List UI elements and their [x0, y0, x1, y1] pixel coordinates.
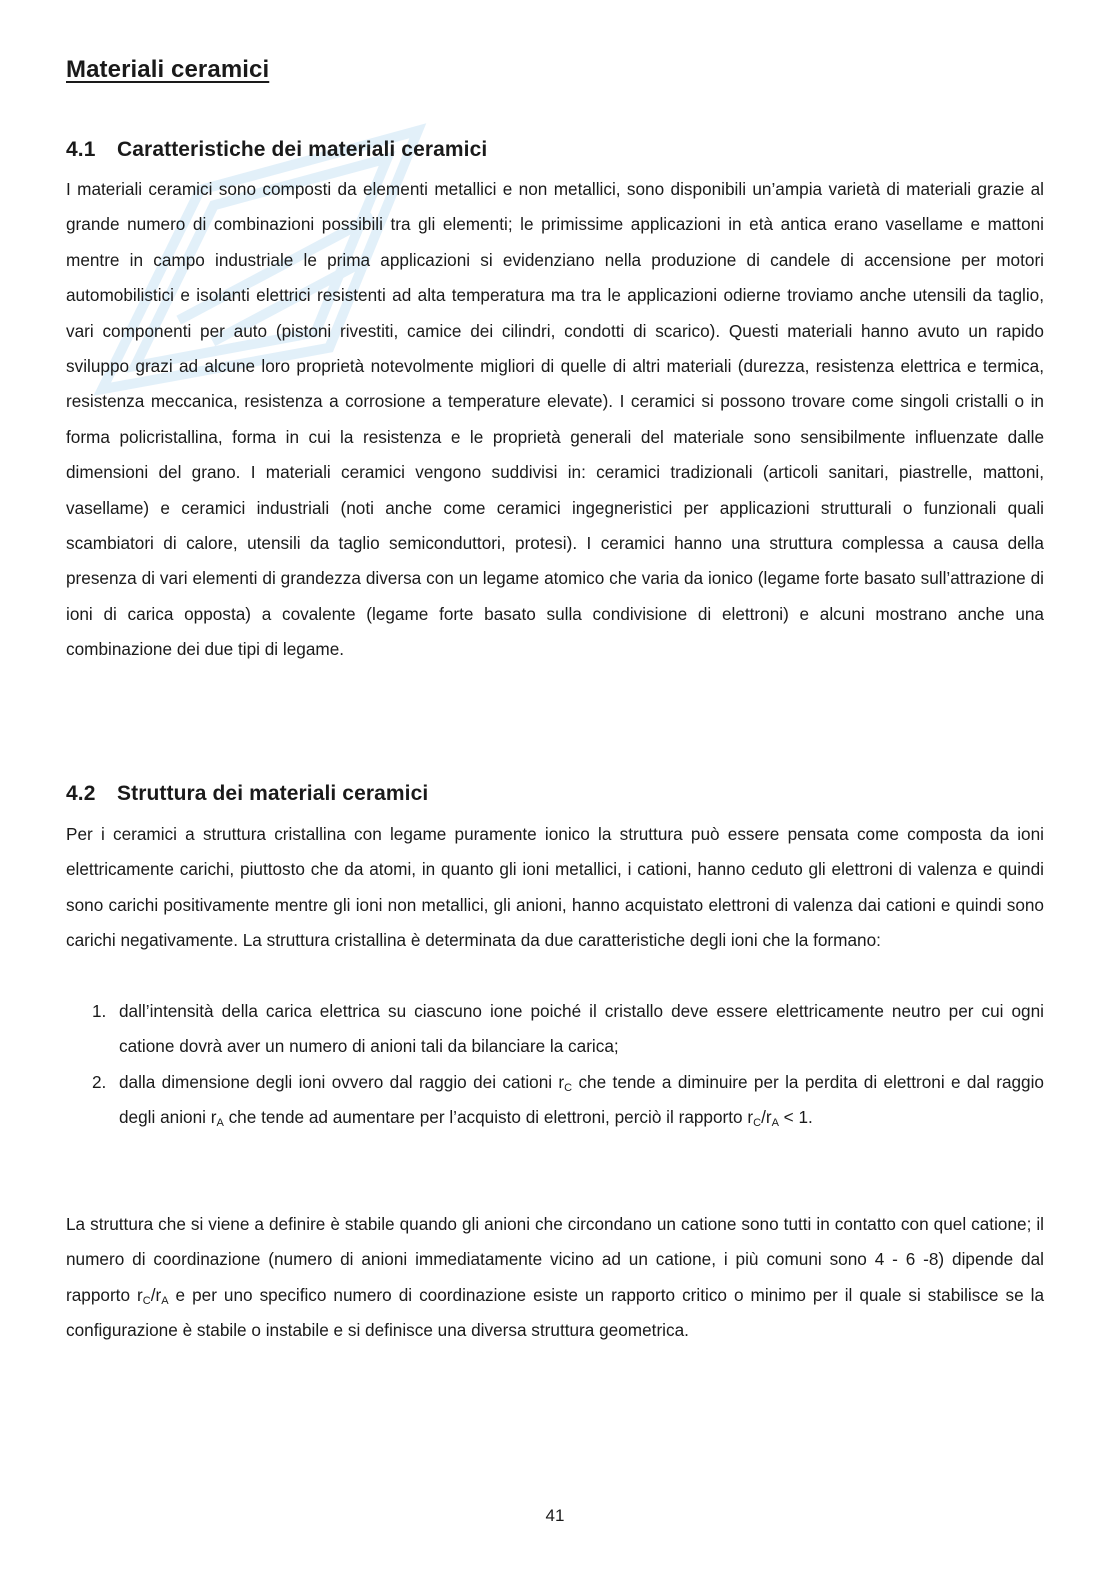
subscript: C: [564, 1081, 573, 1094]
paragraph-text-part: e per uno specifico numero di coordinazione esiste un rapporto critico o minimo per il quale si stabilisce se la configurazione è stabile o instabile e si definisce una diversa struttura geometrica.: [66, 1284, 1044, 1341]
list-text-part: che tende ad aumentare per l’acquisto di elettroni, perciò il rapporto r: [223, 1107, 754, 1128]
section-number: 4.1: [66, 138, 96, 161]
subscript: A: [161, 1294, 169, 1307]
document-title: Materiali ceramici: [66, 56, 270, 83]
subscript: A: [771, 1117, 779, 1130]
ion-characteristics-list: [66, 994, 1044, 1136]
section-4-1-paragraph: I materiali ceramici sono composti da elementi metallici e non metallici, sono disponibili un’ampia varietà di materiali grazie al grande numero di combinazioni possibili tra gli elementi; le primissime applicazioni in età antica erano vasellame e mattoni mentre in campo industriale le prima applicazioni si evidenziano nella produzione di candele di accensione per motori automobilistici e isolanti elettrici resistenti ad alta temperatura ma tra le applicazioni odierne troviamo anche utensili da taglio, vari componenti per auto (pistoni rivestiti, camice dei cilindri, condotti di scarico). Questi materiali hanno avuto un rapido sviluppo grazi ad alcune loro proprietà notevolmente migliori di quelle di altri materiali (durezza, resistenza elettrica e termica, resistenza meccanica, resistenza a corrosione a temperature elevate). I ceramici si possono trovare come singoli cristalli o in forma policristallina, forma in cui la resistenza e le proprietà generali del materiale sono sensibilmente influenzate dalle dimensioni del grano. I materiali ceramici vengono suddivisi in: ceramici tradizionali (articoli sanitari, piastrelle, mattoni, vasellame) e ceramici industriali (noti anche come ceramici ingegneristici per applicazioni strutturali o funzionali quali scambiatori di calore, utensili da taglio semiconduttori, protesi). I ceramici hanno una struttura complessa a causa della presenza di vari elementi di grandezza diversa con un legame atomico che varia da ionico (legame forte basato sull’attrazione di ioni di carica opposta) a covalente (legame forte basato sulla condivisione di elettroni) e alcuni mostrano anche una combinazione dei due tipi di legame.: [66, 179, 1044, 660]
list-number: 1.: [92, 1001, 107, 1021]
list-text: dall’intensità della carica elettrica su ciascuno ione poiché il cristallo deve essere elettricamente neutro per cui ogni catione dovrà aver un numero di anioni tali da bilanciare la carica;: [119, 1001, 1044, 1057]
subscript: A: [216, 1117, 224, 1130]
list-text-part: che tende a diminuire per la perdita di elettroni e dal raggio degli anioni r: [119, 1071, 1044, 1128]
paragraph-text-part: La struttura che si viene a definire è stabile quando gli anioni che circondano un catione sono tutti in contatto con quel catione; il numero di coordinazione (numero di anioni immediatamente vicino ad un catione, i più comuni sono 4 - 6 -8) dipende dal rapporto r: [66, 1214, 1044, 1305]
section-heading-4-1: [66, 138, 487, 162]
list-text-part: < 1.: [778, 1107, 813, 1128]
list-text-part: dalla dimensione degli ioni ovvero dal raggio dei cationi r: [119, 1071, 565, 1092]
section-title: Caratteristiche dei materiali ceramici: [117, 138, 488, 161]
section-4-2-intro: Per i ceramici a struttura cristallina con legame puramente ionico la struttura può essere pensata come composta da ioni elettricamente carichi, piuttosto che da atomi, in quanto gli ioni metallici, i cationi, hanno ceduto gli elettroni di valenza e quindi sono carichi positivamente mentre gli ioni non metallici, gli anioni, hanno acquistato elettroni di valenza dai cationi e quindi sono carichi negativamente. La struttura cristallina è determinata da due caratteristiche degli ioni che la formano:: [66, 824, 1044, 951]
section-number: 4.2: [66, 782, 96, 805]
page-number: 41: [545, 1506, 565, 1525]
list-item: [66, 994, 1044, 1065]
section-4-2-closing-paragraph: [66, 1207, 1044, 1349]
paragraph-text-part: /r: [150, 1284, 162, 1305]
subscript: C: [753, 1117, 762, 1130]
list-text-part: /r: [761, 1107, 772, 1128]
list-item: [66, 1065, 1044, 1136]
section-heading-4-2: [66, 782, 428, 806]
section-title: Struttura dei materiali ceramici: [117, 782, 429, 805]
list-number: 2.: [92, 1071, 107, 1092]
subscript: C: [142, 1294, 151, 1307]
